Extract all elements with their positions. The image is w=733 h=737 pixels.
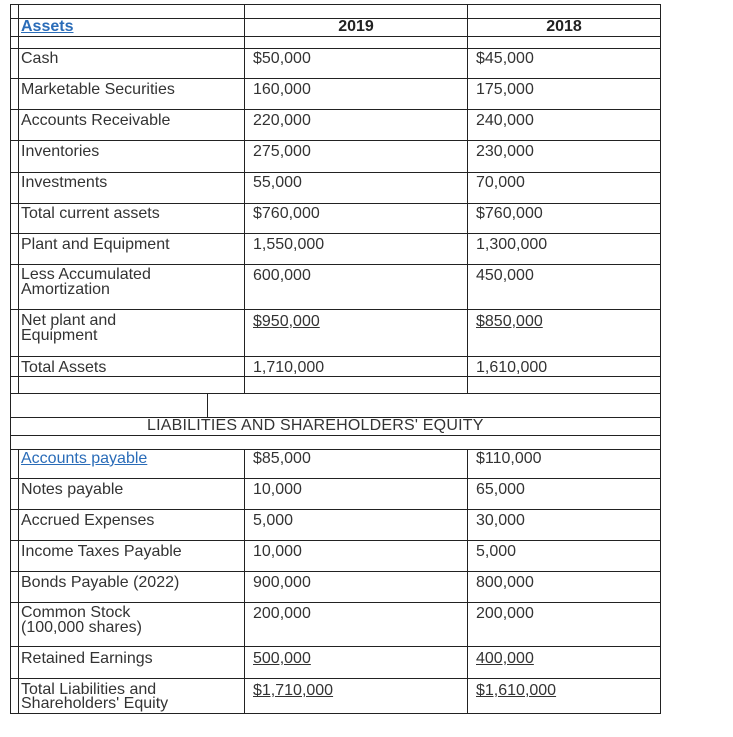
inner-left-border (18, 4, 19, 393)
row-2019: 55,000 (253, 174, 302, 191)
row-label-line1: Common Stock (21, 604, 131, 621)
row-label-line2: (100,000 shares) (21, 619, 142, 636)
row-label: Marketable Securities (21, 81, 175, 98)
row-2018: 400,000 (476, 650, 534, 667)
rule (10, 140, 661, 141)
rule (10, 233, 661, 234)
row-2019: 600,000 (253, 267, 311, 284)
row-label: Cash (21, 50, 59, 67)
rule (10, 571, 661, 572)
row-2019: $50,000 (253, 50, 311, 67)
row-label: Inventories (21, 143, 100, 160)
col-sep-1-liab (244, 449, 245, 713)
rule (10, 78, 661, 79)
rule (10, 602, 661, 603)
row-2018: $760,000 (476, 205, 543, 222)
row-2018: 30,000 (476, 512, 525, 529)
col-sep-section (207, 393, 208, 417)
col-sep-2-liab (467, 449, 468, 713)
rule (10, 540, 661, 541)
row-2018: 200,000 (476, 605, 534, 622)
rule (10, 4, 661, 5)
row-label-line2: Amortization (21, 281, 110, 298)
row-label: Total Assets (21, 359, 107, 376)
row-2018: $110,000 (476, 450, 542, 467)
rule (10, 646, 661, 647)
year-2018-header: 2018 (546, 18, 582, 35)
row-2019: 1,710,000 (253, 359, 325, 376)
row-2018: $45,000 (476, 50, 534, 67)
row-2018: 450,000 (476, 267, 534, 284)
rule (10, 678, 661, 679)
row-2019: 10,000 (253, 481, 302, 498)
rule (10, 309, 661, 310)
row-label: Notes payable (21, 481, 124, 498)
row-label-line2: Equipment (21, 327, 98, 344)
rule (10, 713, 661, 714)
rule (10, 109, 661, 110)
row-2018: 70,000 (476, 174, 525, 191)
row-2019: 10,000 (253, 543, 302, 560)
row-label: Bonds Payable (2022) (21, 574, 180, 591)
row-2019: 200,000 (253, 605, 311, 622)
row-label: Plant and Equipment (21, 236, 170, 253)
row-2019: 275,000 (253, 143, 311, 160)
row-2019: 220,000 (253, 112, 311, 129)
row-2018: 175,000 (476, 81, 534, 98)
inner-left-border-liab (18, 449, 19, 713)
col-sep-1 (244, 4, 245, 393)
assets-header[interactable]: Assets (21, 18, 74, 35)
rule (10, 435, 661, 436)
row-2018: $850,000 (476, 313, 543, 330)
rule (10, 478, 661, 479)
row-2018: 1,610,000 (476, 359, 548, 376)
rule (10, 203, 661, 204)
row-label-line1: Total Liabilities and (21, 681, 157, 698)
row-2019: $950,000 (253, 313, 320, 330)
rule (10, 356, 661, 357)
row-2018: 5,000 (476, 543, 517, 560)
right-border (660, 4, 661, 713)
row-2019: 900,000 (253, 574, 311, 591)
row-2019: $1,710,000 (253, 682, 334, 699)
row-2018: 800,000 (476, 574, 534, 591)
row-2018: 230,000 (476, 143, 534, 160)
row-label: Total current assets (21, 205, 160, 222)
row-2019: $85,000 (253, 450, 311, 467)
row-label: Retained Earnings (21, 650, 153, 667)
row-2018: 1,300,000 (476, 236, 548, 253)
rule (10, 509, 661, 510)
row-2018: $1,610,000 (476, 682, 557, 699)
row-2019: 500,000 (253, 650, 311, 667)
row-2018: 65,000 (476, 481, 525, 498)
left-border (10, 4, 11, 713)
row-2018: 240,000 (476, 112, 534, 129)
row-2019: 1,550,000 (253, 236, 325, 253)
accounts-payable-link[interactable]: Accounts payable (21, 450, 148, 467)
row-label: Accounts Receivable (21, 112, 171, 129)
rule (10, 36, 661, 37)
row-label-line2: Shareholders' Equity (21, 695, 169, 712)
rule (10, 48, 661, 49)
row-label: Accrued Expenses (21, 512, 155, 529)
year-2019-header: 2019 (338, 18, 374, 35)
row-2019: $760,000 (253, 205, 320, 222)
rule (10, 264, 661, 265)
row-2019: 160,000 (253, 81, 311, 98)
rule (10, 172, 661, 173)
liabilities-section-title: LIABILITIES AND SHAREHOLDERS' EQUITY (147, 417, 484, 434)
rule (10, 393, 661, 394)
row-label: Investments (21, 174, 108, 191)
row-label-line1: Less Accumulated (21, 266, 151, 283)
rule (10, 376, 661, 377)
row-label-line1: Net plant and (21, 312, 117, 329)
row-2019: 5,000 (253, 512, 294, 529)
col-sep-2 (467, 4, 468, 393)
row-label: Income Taxes Payable (21, 543, 182, 560)
